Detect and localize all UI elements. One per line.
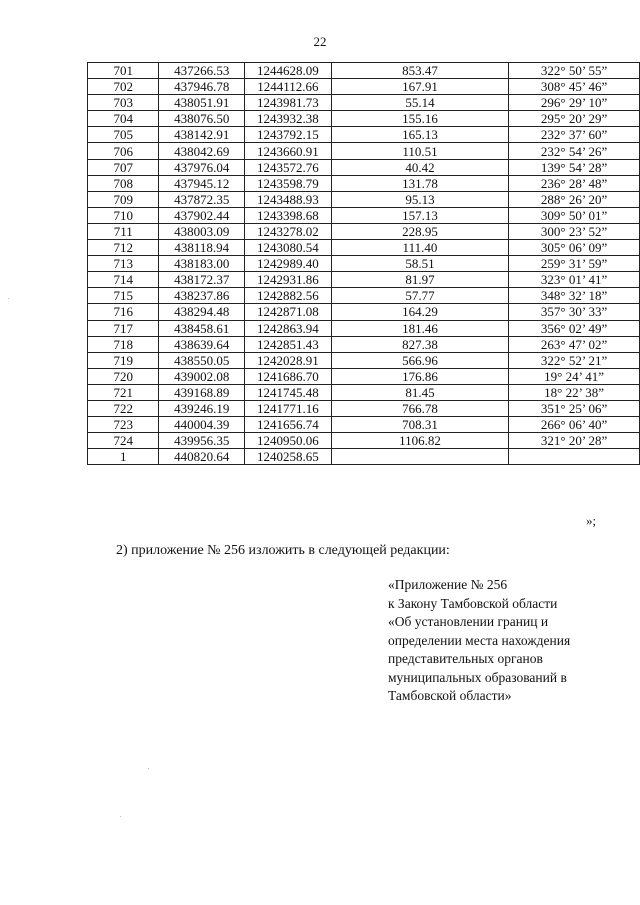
length-cell: 853.47 [331, 63, 508, 79]
point-number-cell: 713 [88, 256, 159, 272]
amendment-item: 2) приложение № 256 изложить в следующей редакции: [116, 543, 450, 558]
x-coordinate-cell: 438639.64 [159, 336, 245, 352]
point-number-cell: 716 [88, 304, 159, 320]
point-number-cell: 704 [88, 111, 159, 127]
point-number-cell: 714 [88, 272, 159, 288]
length-cell: 81.45 [331, 384, 508, 400]
length-cell: 40.42 [331, 159, 508, 175]
table-row [88, 449, 640, 465]
coordinates-table-body [88, 63, 640, 465]
bearing-cell: 356° 02’ 49” [509, 320, 640, 336]
x-coordinate-cell: 438142.91 [159, 127, 245, 143]
length-cell: 131.78 [331, 175, 508, 191]
x-coordinate-cell: 437946.78 [159, 79, 245, 95]
x-coordinate-cell: 437945.12 [159, 175, 245, 191]
bearing-cell: 321° 20’ 28” [509, 433, 640, 449]
length-cell: 81.97 [331, 272, 508, 288]
appendix-line: «Приложение № 256 [388, 577, 508, 592]
length-cell: 111.40 [331, 240, 508, 256]
bearing-cell: 18° 22’ 38” [509, 384, 640, 400]
appendix-line: «Об установлении границ и [388, 614, 549, 629]
bearing-cell: 232° 37’ 60” [509, 127, 640, 143]
bearing-cell: 348° 32’ 18” [509, 288, 640, 304]
table-row [88, 111, 640, 127]
table-row [88, 320, 640, 336]
table-row [88, 352, 640, 368]
table-row [88, 207, 640, 223]
table-row [88, 159, 640, 175]
y-coordinate-cell: 1242882.56 [245, 288, 332, 304]
bearing-cell: 288° 26’ 20” [509, 191, 640, 207]
bearing-cell: 259° 31’ 59” [509, 256, 640, 272]
table-row [88, 240, 640, 256]
point-number-cell: 708 [88, 175, 159, 191]
bearing-cell: 266° 06’ 40” [509, 417, 640, 433]
x-coordinate-cell: 438051.91 [159, 95, 245, 111]
length-cell [331, 449, 508, 465]
table-closing-quote: »; [586, 513, 597, 528]
point-number-cell: 715 [88, 288, 159, 304]
x-coordinate-cell: 439002.08 [159, 368, 245, 384]
table-row [88, 304, 640, 320]
length-cell: 176.86 [331, 368, 508, 384]
table-row [88, 63, 640, 79]
x-coordinate-cell: 437872.35 [159, 191, 245, 207]
table-row [88, 400, 640, 416]
x-coordinate-cell: 438118.94 [159, 240, 245, 256]
bearing-cell: 139° 54’ 28” [509, 159, 640, 175]
y-coordinate-cell: 1241771.16 [245, 400, 332, 416]
x-coordinate-cell: 438183.00 [159, 256, 245, 272]
y-coordinate-cell: 1241745.48 [245, 384, 332, 400]
point-number-cell: 707 [88, 159, 159, 175]
scan-speck [8, 298, 9, 299]
length-cell: 566.96 [331, 352, 508, 368]
bearing-cell: 295° 20’ 29” [509, 111, 640, 127]
length-cell: 827.38 [331, 336, 508, 352]
table-row [88, 256, 640, 272]
table-row [88, 288, 640, 304]
table-row [88, 384, 640, 400]
bearing-cell: 296° 29’ 10” [509, 95, 640, 111]
appendix-heading-block [388, 576, 628, 706]
bearing-cell: 309° 50’ 01” [509, 207, 640, 223]
point-number-cell: 720 [88, 368, 159, 384]
length-cell: 708.31 [331, 417, 508, 433]
point-number-cell: 724 [88, 433, 159, 449]
point-number-cell: 718 [88, 336, 159, 352]
point-number-cell: 719 [88, 352, 159, 368]
x-coordinate-cell: 437266.53 [159, 63, 245, 79]
y-coordinate-cell: 1244112.66 [245, 79, 332, 95]
table-row [88, 127, 640, 143]
point-number-cell: 706 [88, 143, 159, 159]
x-coordinate-cell: 438172.37 [159, 272, 245, 288]
point-number-cell: 709 [88, 191, 159, 207]
y-coordinate-cell: 1243080.54 [245, 240, 332, 256]
y-coordinate-cell: 1240950.06 [245, 433, 332, 449]
bearing-cell: 300° 23’ 52” [509, 223, 640, 239]
appendix-line: муниципальных образований в [388, 669, 567, 685]
y-coordinate-cell: 1243572.76 [245, 159, 332, 175]
appendix-line: Тамбовской области» [388, 688, 512, 703]
length-cell: 155.16 [331, 111, 508, 127]
length-cell: 157.13 [331, 207, 508, 223]
y-coordinate-cell: 1243598.79 [245, 175, 332, 191]
bearing-cell: 308° 45’ 46” [509, 79, 640, 95]
x-coordinate-cell: 438294.48 [159, 304, 245, 320]
bearing-cell: 232° 54’ 26” [509, 143, 640, 159]
bearing-cell: 236° 28’ 48” [509, 175, 640, 191]
bearing-cell: 322° 52’ 21” [509, 352, 640, 368]
y-coordinate-cell: 1242871.08 [245, 304, 332, 320]
y-coordinate-cell: 1242851.43 [245, 336, 332, 352]
length-cell: 167.91 [331, 79, 508, 95]
length-cell: 58.51 [331, 256, 508, 272]
y-coordinate-cell: 1242989.40 [245, 256, 332, 272]
scan-speck [120, 816, 121, 817]
length-cell: 766.78 [331, 400, 508, 416]
length-cell: 95.13 [331, 191, 508, 207]
point-number-cell: 712 [88, 240, 159, 256]
point-number-cell: 711 [88, 223, 159, 239]
y-coordinate-cell: 1243981.73 [245, 95, 332, 111]
x-coordinate-cell: 438003.09 [159, 223, 245, 239]
point-number-cell: 1 [88, 449, 159, 465]
table-row [88, 433, 640, 449]
x-coordinate-cell: 438458.61 [159, 320, 245, 336]
point-number-cell: 701 [88, 63, 159, 79]
y-coordinate-cell: 1242028.91 [245, 352, 332, 368]
length-cell: 57.77 [331, 288, 508, 304]
table-row [88, 336, 640, 352]
y-coordinate-cell: 1242863.94 [245, 320, 332, 336]
y-coordinate-cell: 1243932.38 [245, 111, 332, 127]
table-row [88, 95, 640, 111]
x-coordinate-cell: 437902.44 [159, 207, 245, 223]
point-number-cell: 702 [88, 79, 159, 95]
table-row [88, 143, 640, 159]
table-row [88, 368, 640, 384]
table-row [88, 272, 640, 288]
appendix-line: определении места нахождения [388, 632, 571, 648]
y-coordinate-cell: 1241656.74 [245, 417, 332, 433]
x-coordinate-cell: 439956.35 [159, 433, 245, 449]
x-coordinate-cell: 439168.89 [159, 384, 245, 400]
table-row [88, 175, 640, 191]
x-coordinate-cell: 438076.50 [159, 111, 245, 127]
y-coordinate-cell: 1241686.70 [245, 368, 332, 384]
bearing-cell: 357° 30’ 33” [509, 304, 640, 320]
bearing-cell: 351° 25’ 06” [509, 400, 640, 416]
bearing-cell: 19° 24’ 41” [509, 368, 640, 384]
point-number-cell: 710 [88, 207, 159, 223]
point-number-cell: 705 [88, 127, 159, 143]
length-cell: 110.51 [331, 143, 508, 159]
x-coordinate-cell: 437976.04 [159, 159, 245, 175]
y-coordinate-cell: 1244628.09 [245, 63, 332, 79]
point-number-cell: 722 [88, 400, 159, 416]
y-coordinate-cell: 1243660.91 [245, 143, 332, 159]
appendix-line: представительных органов [388, 651, 543, 666]
y-coordinate-cell: 1243488.93 [245, 191, 332, 207]
x-coordinate-cell: 439246.19 [159, 400, 245, 416]
length-cell: 181.46 [331, 320, 508, 336]
point-number-cell: 703 [88, 95, 159, 111]
x-coordinate-cell: 438042.69 [159, 143, 245, 159]
y-coordinate-cell: 1242931.86 [245, 272, 332, 288]
x-coordinate-cell: 440004.39 [159, 417, 245, 433]
coordinates-table [87, 62, 640, 465]
page-number: 22 [313, 34, 327, 49]
point-number-cell: 723 [88, 417, 159, 433]
length-cell: 164.29 [331, 304, 508, 320]
bearing-cell [509, 449, 640, 465]
y-coordinate-cell: 1243278.02 [245, 223, 332, 239]
x-coordinate-cell: 440820.64 [159, 449, 245, 465]
table-row [88, 223, 640, 239]
bearing-cell: 322° 50’ 55” [509, 63, 640, 79]
bearing-cell: 305° 06’ 09” [509, 240, 640, 256]
table-row [88, 191, 640, 207]
appendix-line: к Закону Тамбовской области [388, 595, 558, 611]
point-number-cell: 721 [88, 384, 159, 400]
scan-speck [148, 768, 149, 769]
length-cell: 55.14 [331, 95, 508, 111]
length-cell: 228.95 [331, 223, 508, 239]
table-row [88, 417, 640, 433]
y-coordinate-cell: 1243792.15 [245, 127, 332, 143]
y-coordinate-cell: 1240258.65 [245, 449, 332, 465]
y-coordinate-cell: 1243398.68 [245, 207, 332, 223]
x-coordinate-cell: 438550.05 [159, 352, 245, 368]
length-cell: 1106.82 [331, 433, 508, 449]
bearing-cell: 323° 01’ 41” [509, 272, 640, 288]
table-row [88, 79, 640, 95]
x-coordinate-cell: 438237.86 [159, 288, 245, 304]
length-cell: 165.13 [331, 127, 508, 143]
bearing-cell: 263° 47’ 02” [509, 336, 640, 352]
point-number-cell: 717 [88, 320, 159, 336]
